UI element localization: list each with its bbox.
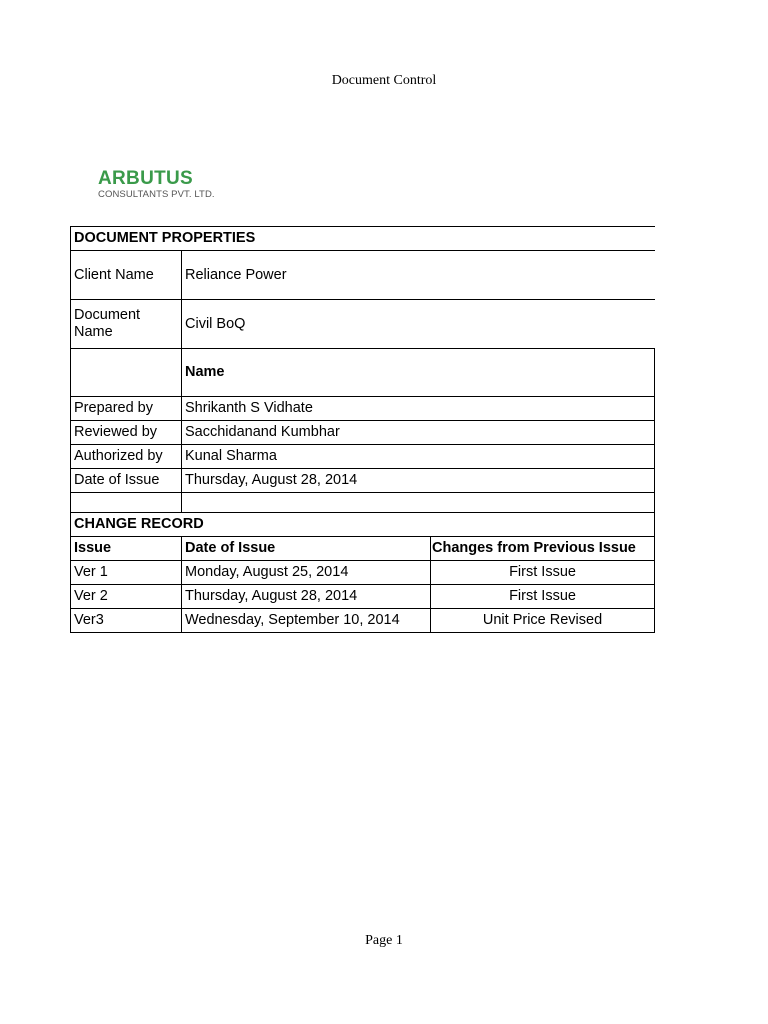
properties-title: DOCUMENT PROPERTIES — [71, 227, 655, 251]
prepared-label: Prepared by — [71, 397, 182, 421]
issue-cell: Ver3 — [71, 609, 182, 633]
page-header: Document Control — [331, 73, 437, 88]
name-header-blank — [71, 349, 182, 397]
table-row — [71, 609, 655, 633]
change-record-title: CHANGE RECORD — [71, 513, 655, 537]
blank-cell-1 — [71, 493, 182, 513]
page-footer: Page 1 — [365, 933, 403, 948]
reviewed-value: Sacchidanand Kumbhar — [182, 421, 655, 445]
client-label: Client Name — [71, 251, 182, 300]
date-label: Date of Issue — [71, 469, 182, 493]
change-cell: Unit Price Revised — [431, 609, 655, 633]
reviewed-row — [71, 421, 655, 445]
name-header: Name — [182, 349, 655, 397]
date-row — [71, 469, 655, 493]
issue-header: Issue — [71, 537, 182, 561]
docname-label: Document Name — [71, 300, 182, 349]
date-cell: Monday, August 25, 2014 — [182, 561, 431, 585]
date-cell: Wednesday, September 10, 2014 — [182, 609, 431, 633]
name-header-row — [71, 349, 655, 397]
docname-row — [71, 300, 655, 349]
logo-brand: ARBUTUS — [98, 168, 193, 189]
issue-cell: Ver 1 — [71, 561, 182, 585]
date-value: Thursday, August 28, 2014 — [182, 469, 655, 493]
prepared-value: Shrikanth S Vidhate — [182, 397, 655, 421]
docname-value: Civil BoQ — [182, 300, 655, 349]
table-row — [71, 585, 655, 609]
change-cell: First Issue — [431, 561, 655, 585]
client-value: Reliance Power — [182, 251, 655, 300]
changes-header: Changes from Previous Issue — [431, 537, 655, 561]
properties-title-row — [71, 227, 655, 251]
authorized-label: Authorized by — [71, 445, 182, 469]
authorized-value: Kunal Sharma — [182, 445, 655, 469]
date-cell: Thursday, August 28, 2014 — [182, 585, 431, 609]
change-cell: First Issue — [431, 585, 655, 609]
table-row — [71, 561, 655, 585]
company-logo — [98, 168, 215, 201]
client-row — [71, 251, 655, 300]
document-control-table — [70, 226, 655, 633]
change-record-title-row — [71, 513, 655, 537]
issue-cell: Ver 2 — [71, 585, 182, 609]
change-record-header-row — [71, 537, 655, 561]
blank-row — [71, 493, 655, 513]
blank-cell-2 — [182, 493, 655, 513]
prepared-row — [71, 397, 655, 421]
logo-subtitle: CONSULTANTS PVT. LTD. — [98, 189, 215, 200]
authorized-row — [71, 445, 655, 469]
date-of-issue-header: Date of Issue — [182, 537, 431, 561]
reviewed-label: Reviewed by — [71, 421, 182, 445]
